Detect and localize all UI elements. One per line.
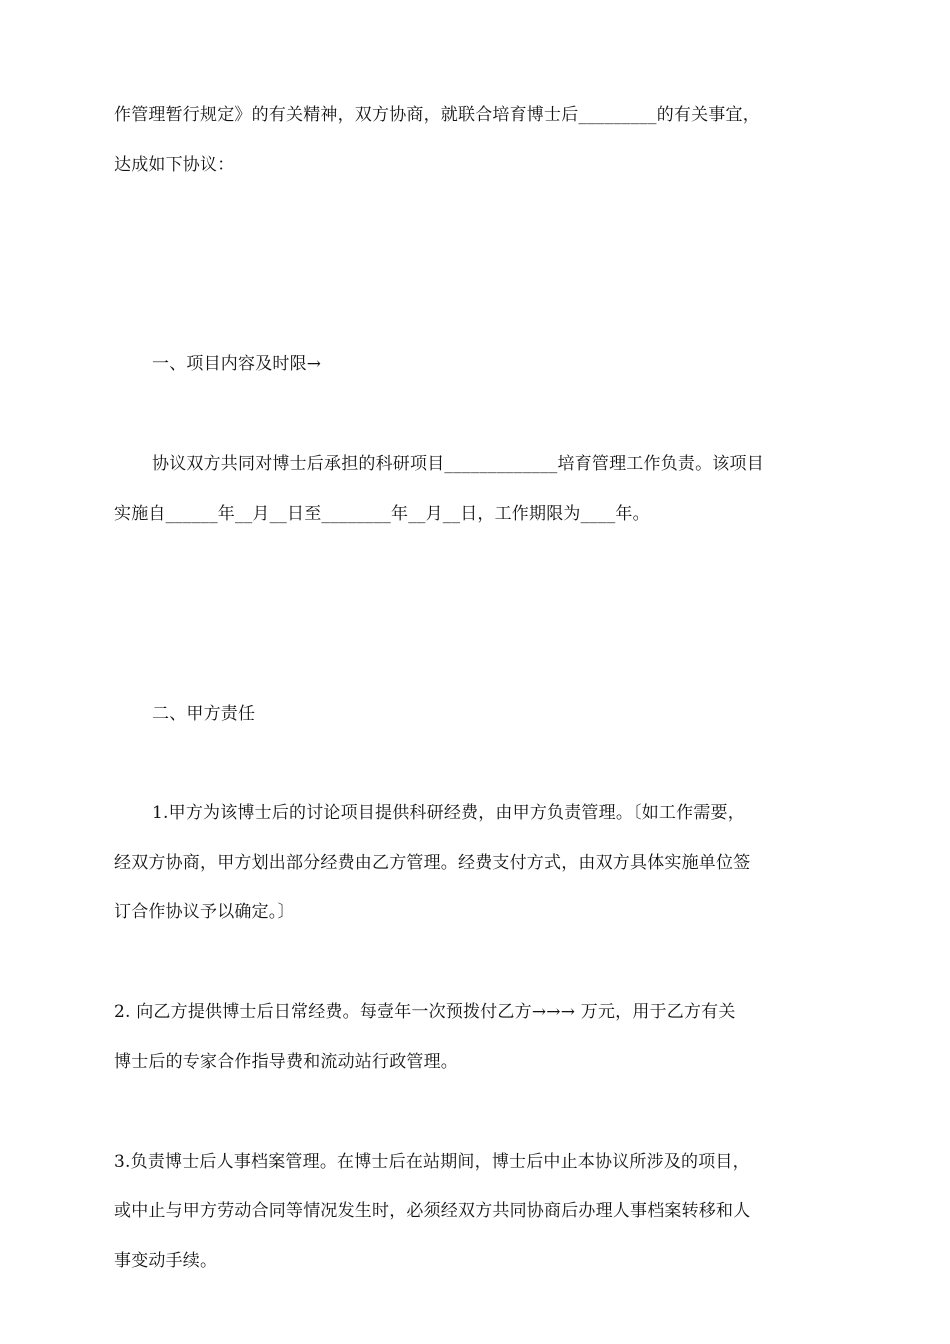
item-3-line-3: 事变动手续。 — [114, 1251, 218, 1271]
section-1-heading: 一、项目内容及时限→ — [152, 354, 322, 374]
item-1-line-3: 订合作协议予以确定。〕 — [114, 902, 295, 922]
item-1-line-2: 经双方协商，甲方划出部分经费由乙方管理。经费支付方式，由双方具体实施单位签 — [114, 853, 751, 873]
item-2-line-1: 2. 向乙方提供博士后日常经费。每壹年一次预拨付乙方→→→ 万元，用于乙方有关 — [114, 1002, 736, 1022]
item-3-line-1: 3.负责博士后人事档案管理。在博士后在站期间，博士后中止本协议所涉及的项目， — [114, 1152, 750, 1172]
intro-line-2: 达成如下协议： — [114, 155, 235, 175]
intro-line-1: 作管理暂行规定》的有关精神，双方协商，就联合培育博士后_________的有关事宜， — [114, 105, 760, 125]
item-3-line-2: 或中止与甲方劳动合同等情况发生时，必须经双方共同协商后办理人事档案转移和人 — [114, 1201, 751, 1221]
section-1-paragraph-line-2: 实施自______年__月__日至________年__月__日，工作期限为____年。 — [114, 504, 650, 524]
section-1-paragraph-line-1: 协议双方共同对博士后承担的科研项目_____________培育管理工作负责。该项目 — [152, 454, 764, 474]
item-1-line-1: 1.甲方为该博士后的讨论项目提供科研经费，由甲方负责管理。〔如工作需要， — [152, 803, 745, 823]
section-2-heading: 二、甲方责任 — [152, 704, 256, 724]
item-2-line-2: 博士后的专家合作指导费和流动站行政管理。 — [114, 1052, 458, 1072]
